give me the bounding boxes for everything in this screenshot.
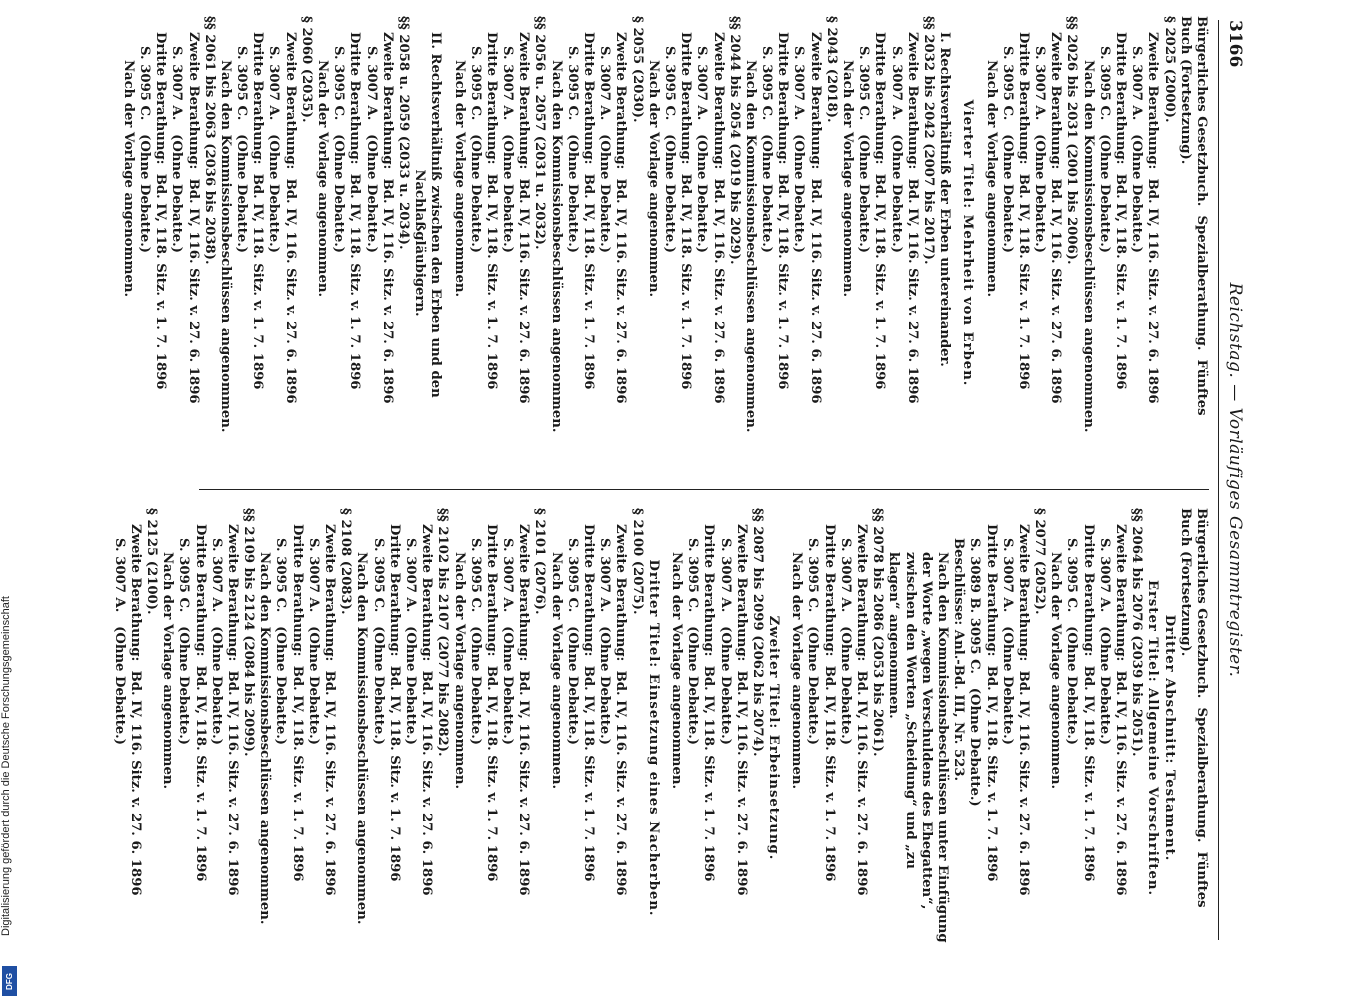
index-line <box>152 16 168 470</box>
index-line <box>788 508 804 968</box>
index-line <box>120 16 136 470</box>
index-line-text: Buch (Fortsetzung). <box>1177 16 1193 165</box>
index-line-text: Zweite Berathung: Bd. IV, 116. Sitz. v. 27. 6. 1896 <box>613 524 629 896</box>
index-line <box>305 508 321 968</box>
index-line <box>1177 16 1193 470</box>
index-line-text: S. 3007 A. (Ohne Debatte.) <box>363 46 379 254</box>
index-line-text: Nach der Vorlage angenommen. <box>160 552 176 790</box>
index-line <box>982 16 998 470</box>
index-line-text: S. 3007 A. (Ohne Debatte.) <box>717 538 733 746</box>
index-line-text: S. 3095 C. (Ohne Debatte.) <box>805 538 821 746</box>
index-line <box>450 16 466 470</box>
index-line <box>201 16 217 470</box>
index-line-text: Zweite Berathung: Bd. IV, 116. Sitz. v. 27. 6. 1896 <box>322 524 338 896</box>
index-line-text: S. 3007 A. (Ohne Debatte.) <box>1032 46 1048 254</box>
index-line-text: Nach der Vorlage angenommen. <box>548 552 564 790</box>
index-line-text: Dritte Berathung: Bd. IV, 118. Sitz. v. 1. 7. 1896 <box>153 32 169 390</box>
index-line-text: S. 3095 C. (Ohne Debatte.) <box>1096 46 1112 254</box>
index-line <box>256 508 272 968</box>
index-line-text: Nach der Vorlage angenommen. <box>840 60 856 298</box>
index-line <box>1160 508 1176 968</box>
index-line-text: S. 3007 A. (Ohne Debatte.) <box>169 46 185 254</box>
index-line-text: II. Rechtsverhältniß zwischen den Erben und den <box>428 32 444 398</box>
index-line-text: Dritte Berathung: Bd. IV, 118. Sitz. v. 1. 7. 1896 <box>386 524 402 882</box>
index-line <box>386 508 402 968</box>
index-line-text: Zweite Berathung: Bd. IV, 116. Sitz. v. 27. 6. 1896 <box>854 524 870 896</box>
index-line <box>483 16 499 470</box>
index-line-text: § 2108 (2083). <box>338 508 354 615</box>
index-line <box>499 16 515 470</box>
line-gap <box>975 16 982 470</box>
index-line <box>1015 508 1031 968</box>
index-line-text: Nach der Vorlage angenommen. <box>669 552 684 790</box>
digitization-credit-strip <box>0 0 30 970</box>
index-line <box>110 508 126 968</box>
index-line <box>700 508 716 968</box>
index-line <box>1031 16 1047 470</box>
index-line-text: Zweite Berathung: Bd. IV, 116. Sitz. v. 27. 6. 1896 <box>807 32 823 404</box>
dfg-logo <box>2 966 17 996</box>
index-line-text: Nach der Vorlage angenommen. <box>983 60 999 298</box>
index-line-text: Dritte Berathung: Bd. IV, 118. Sitz. v. 1. 7. 1896 <box>250 32 266 390</box>
index-line-text: §§ 2061 bis 2063 (2036 bis 2038). <box>201 16 217 265</box>
index-line-text: S. 3095 C. (Ohne Debatte.) <box>856 46 872 254</box>
index-line-text: §§ 2109 bis 2124 (2084 bis 2099). <box>241 508 257 757</box>
index-line <box>661 16 677 470</box>
right-column <box>12 508 1209 968</box>
index-line-text: S. 3007 A. (Ohne Debatte.) <box>999 538 1015 746</box>
index-line <box>1193 16 1209 470</box>
line-gap <box>661 508 668 968</box>
index-line <box>427 16 443 470</box>
index-line-text: Nachlaßgläubigern. <box>412 169 428 317</box>
index-line <box>885 508 901 968</box>
index-line-text: S. 3007 A. (Ohne Debatte.) <box>500 538 516 746</box>
index-line <box>837 508 853 968</box>
page-header <box>1218 20 1245 940</box>
index-line-text: Beschlüsse: Anl.-Bd. III, Nr. 523. <box>951 538 967 782</box>
index-line <box>612 16 628 470</box>
index-line <box>1080 16 1096 470</box>
index-line <box>395 16 411 470</box>
index-line-text: §§ 2044 bis 2054 (2019 bis 2029). <box>726 16 742 265</box>
index-line-text: Nach der Vorlage angenommen. <box>451 552 467 790</box>
index-line-text: Nach der Vorlage angenommen. <box>1048 552 1064 790</box>
index-line-text: Nach den Kommissionsbeschlüssen angenommen. <box>217 60 233 433</box>
index-line <box>175 508 191 968</box>
index-line <box>1080 508 1096 968</box>
index-line <box>871 16 887 470</box>
index-line <box>467 16 483 470</box>
index-line-text: Zweite Berathung: Bd. IV, 116. Sitz. v. 27. 6. 1896 <box>1145 32 1161 404</box>
index-line-text: Erster Titel: Allgemeine Vorschriften. <box>1145 579 1161 897</box>
index-line-text: S. 3007 A. (Ohne Debatte.) <box>597 538 613 746</box>
page-number: 3166 <box>1225 20 1245 68</box>
index-line <box>853 508 869 968</box>
index-line <box>314 16 330 470</box>
index-line-text: Dritte Berathung: Bd. IV, 118. Sitz. v. 1. 7. 1896 <box>581 32 597 390</box>
index-line <box>733 508 749 968</box>
index-line <box>936 16 952 470</box>
index-line <box>839 16 855 470</box>
index-line <box>887 16 903 470</box>
index-line-text: § 2055 (2030). <box>629 16 645 123</box>
index-line-text: S. 3095 C. (Ohne Debatte.) <box>685 538 701 746</box>
index-line <box>143 508 159 968</box>
index-line <box>515 16 531 470</box>
left-column <box>12 16 1209 470</box>
index-line-text: § 2125 (2100). <box>144 508 159 615</box>
index-line-text: zwischen den Worten „Scheidung“ und „zu <box>902 552 918 869</box>
index-line-text: § 2060 (2035). <box>298 16 314 123</box>
index-line-text: Zweite Berathung: Bd. IV, 116. Sitz. v. 27. 6. 1896 <box>1048 32 1064 404</box>
index-line-text: Buch (Fortsetzung). <box>1177 508 1193 657</box>
index-line <box>1063 508 1079 968</box>
index-line <box>901 508 917 968</box>
index-line <box>1047 508 1063 968</box>
index-line-text: Nach den Kommissionsbeschlüssen unter Einfügung <box>935 552 950 943</box>
index-line <box>1063 16 1079 470</box>
index-line <box>758 16 774 470</box>
index-line <box>564 508 580 968</box>
index-line-text: klagen“ angenommen. <box>886 552 902 719</box>
index-line-text: Nach den Kommissionsbeschlüssen angenommen. <box>257 552 273 925</box>
index-line <box>999 16 1015 470</box>
index-line <box>596 508 612 968</box>
index-line-text: Zweite Berathung: Bd. IV, 116. Sitz. v. 27. 6. 1896 <box>516 32 532 404</box>
index-line <box>483 508 499 968</box>
index-line <box>224 508 240 968</box>
index-line-text: Dritter Titel: Einsetzung eines Nacherben. <box>645 559 661 917</box>
index-line <box>1047 16 1063 470</box>
index-line-text: Zweite Berathung: Bd. IV, 116. Sitz. v. 27. 6. 1896 <box>733 524 749 896</box>
index-line <box>904 16 920 470</box>
index-line <box>1144 16 1160 470</box>
index-line <box>362 16 378 470</box>
index-line <box>282 16 298 470</box>
index-line-text: Dritte Berathung: Bd. IV, 118. Sitz. v. 1. 7. 1896 <box>701 524 717 882</box>
dfg-logo-text: DFG <box>5 972 15 990</box>
index-line <box>531 508 547 968</box>
index-line-text: Dritte Berathung: Bd. IV, 118. Sitz. v. 1. 7. 1896 <box>821 524 837 882</box>
index-line-text: S. 3095 C. (Ohne Debatte.) <box>999 46 1015 254</box>
index-line <box>298 16 314 470</box>
index-line <box>959 16 975 470</box>
index-line <box>548 16 564 470</box>
index-line <box>999 508 1015 968</box>
index-line-text: Dritte Berathung: Bd. IV, 118. Sitz. v. 1. 7. 1896 <box>1015 32 1031 390</box>
index-line <box>1193 508 1209 968</box>
index-line-text: Nach den Kommissionsbeschlüssen angenommen. <box>742 60 758 433</box>
index-line <box>515 508 531 968</box>
index-line-text: S. 3095 C. (Ohne Debatte.) <box>176 538 192 746</box>
index-line <box>612 508 628 968</box>
index-line <box>918 508 934 968</box>
index-line-text: Dritte Berathung: Bd. IV, 118. Sitz. v. 1. 7. 1896 <box>347 32 363 390</box>
index-line-text: Nach der Vorlage angenommen. <box>789 552 805 790</box>
index-line-text: Dritte Berathung: Bd. IV, 118. Sitz. v. 1. 7. 1896 <box>581 524 597 882</box>
index-line-text: § 2100 (2075). <box>629 508 645 615</box>
index-line <box>418 508 434 968</box>
index-line-text: S. 3007 A. (Ohne Debatte.) <box>1096 538 1112 746</box>
index-line <box>191 508 207 968</box>
index-line <box>450 508 466 968</box>
index-line <box>564 16 580 470</box>
index-line <box>233 16 249 470</box>
index-line-text: S. 3095 C. (Ohne Debatte.) <box>331 46 347 254</box>
index-line <box>645 508 661 968</box>
index-line <box>499 508 515 968</box>
index-line-text: S. 3089 B. 3095 C. (Ohne Debatte.) <box>967 538 983 807</box>
index-line-text: Dritte Berathung: Bd. IV, 118. Sitz. v. 1. 7. 1896 <box>872 32 888 390</box>
index-line <box>159 508 175 968</box>
index-line-text: Dritte Berathung: Bd. IV, 118. Sitz. v. 1. 7. 1896 <box>775 32 791 390</box>
index-line <box>330 16 346 470</box>
index-line <box>684 508 700 968</box>
index-line-text: Dritter Abschnitt: Testament. <box>1161 614 1177 862</box>
index-line <box>321 508 337 968</box>
index-line-text: I. Rechtsverhältniß der Erben untereinander. <box>937 32 953 367</box>
index-line <box>628 508 644 968</box>
index-line-text: Dritte Berathung: Bd. IV, 118. Sitz. v. 1. 7. 1896 <box>1113 32 1129 390</box>
index-line-text: S. 3007 A. (Ohne Debatte.) <box>266 46 282 254</box>
index-line <box>136 16 152 470</box>
index-line-text: Zweite Berathung: Bd. IV, 116. Sitz. v. 27. 6. 1896 <box>710 32 726 404</box>
index-line <box>855 16 871 470</box>
index-line <box>127 508 143 968</box>
index-line <box>821 508 837 968</box>
index-line-text: S. 3095 C. (Ohne Debatte.) <box>564 538 580 746</box>
index-line-text: Dritte Berathung: Bd. IV, 118. Sitz. v. 1. 7. 1896 <box>483 32 499 390</box>
index-line-text: §§ 2078 bis 2086 (2053 bis 2061). <box>870 508 886 757</box>
index-line <box>402 508 418 968</box>
index-line <box>272 508 288 968</box>
index-line-text: Dritte Berathung: Bd. IV, 118. Sitz. v. 1. 7. 1896 <box>192 524 208 882</box>
index-line <box>346 16 362 470</box>
index-line <box>208 508 224 968</box>
index-line-text: § 2077 (2052). <box>1032 508 1048 615</box>
index-line-text: S. 3007 A. (Ohne Debatte.) <box>597 46 613 254</box>
column-divider <box>199 489 1209 490</box>
index-line <box>337 508 353 968</box>
index-line-text: Zweite Berathung: Bd. IV, 116. Sitz. v. 27. 6. 1896 <box>185 32 201 404</box>
index-line-text: Nach den Kommissionsbeschlüssen angenommen. <box>548 60 564 433</box>
index-line-text: Zweite Berathung: Bd. IV, 116. Sitz. v. 27. 6. 1896 <box>224 524 240 896</box>
index-line-text: S. 3095 C. (Ohne Debatte.) <box>564 46 580 254</box>
index-line-text: S. 3095 C. (Ohne Debatte.) <box>234 46 250 254</box>
index-line-text: Zweite Berathung: Bd. IV, 116. Sitz. v. 27. 6. 1896 <box>419 524 435 896</box>
index-line <box>677 16 693 470</box>
index-line <box>548 508 564 968</box>
index-line <box>1031 508 1047 968</box>
line-gap <box>443 16 450 470</box>
index-line <box>1160 16 1176 470</box>
index-line-text: Zweite Berathung: Bd. IV, 116. Sitz. v. 27. 6. 1896 <box>613 32 629 404</box>
index-line-text: §§ 2032 bis 2042 (2007 bis 2017). <box>921 16 936 265</box>
index-line <box>726 16 742 470</box>
index-line-text: §§ 2064 bis 2076 (2039 bis 2051). <box>1129 508 1145 757</box>
index-line-text: S. 3007 A. (Ohne Debatte.) <box>208 538 224 746</box>
index-line-text: Bürgerliches Gesetzbuch. Spezialberathung. Fünftes <box>1194 508 1209 908</box>
index-line <box>379 16 395 470</box>
index-line <box>749 508 765 968</box>
index-line <box>934 508 950 968</box>
index-line-text: Zweiter Titel: Erbeinsetzung. <box>766 615 782 861</box>
index-line-text: Dritte Berathung: Bd. IV, 118. Sitz. v. 1. 7. 1896 <box>1080 524 1096 882</box>
index-line-text: § 2025 (2000). <box>1161 16 1177 123</box>
index-line-text: §§ 2026 bis 2031 (2001 bis 2006). <box>1064 16 1080 265</box>
index-line <box>645 16 661 470</box>
index-line-text: Zweite Berathung: Bd. IV, 116. Sitz. v. 27. 6. 1896 <box>904 32 920 404</box>
index-line-text: Zweite Berathung: Bd. IV, 116. Sitz. v. 27. 6. 1896 <box>1113 524 1129 896</box>
index-line <box>1096 508 1112 968</box>
index-line <box>742 16 758 470</box>
index-line-text: Dritte Berathung: Bd. IV, 118. Sitz. v. 1. 7. 1896 <box>483 524 499 882</box>
index-line-text: Zweite Berathung: Bd. IV, 116. Sitz. v. 27. 6. 1896 <box>1015 524 1031 896</box>
index-line-text: Nach den Kommissionsbeschlüssen angenommen. <box>354 552 370 925</box>
index-line-text: Nach der Vorlage angenommen. <box>451 60 467 298</box>
index-line <box>774 16 790 470</box>
index-line <box>184 16 200 470</box>
index-line-text: Zweite Berathung: Bd. IV, 116. Sitz. v. 27. 6. 1896 <box>516 524 532 896</box>
index-line <box>823 16 839 470</box>
index-line <box>467 508 483 968</box>
index-line-text: § 2101 (2076). <box>532 508 548 615</box>
line-gap <box>781 508 788 968</box>
index-line-text: S. 3007 A. (Ohne Debatte.) <box>791 46 807 254</box>
digitization-credit: Digitalisierung gefördert durch die Deutsche Forschungsgemeinschaft <box>0 596 12 936</box>
index-line-text: S. 3007 A. (Ohne Debatte.) <box>500 46 516 254</box>
index-line <box>920 16 936 470</box>
index-line-text: S. 3007 A. (Ohne Debatte.) <box>111 538 127 746</box>
index-line-text: §§ 2056 u. 2057 (2031 u. 2032). <box>532 16 548 250</box>
index-line-text: Nach der Vorlage angenommen. <box>315 60 331 298</box>
index-line-text: S. 3095 C. (Ohne Debatte.) <box>662 46 677 254</box>
index-line <box>580 16 596 470</box>
index-line <box>596 16 612 470</box>
index-line-text: S. 3007 A. (Ohne Debatte.) <box>305 538 321 746</box>
index-line <box>369 508 385 968</box>
index-line <box>1112 16 1128 470</box>
index-line <box>709 16 725 470</box>
index-line <box>668 508 684 968</box>
index-line <box>869 508 885 968</box>
index-line <box>353 508 369 968</box>
index-line-text: S. 3007 A. (Ohne Debatte.) <box>888 46 904 254</box>
index-line-text: Zweite Berathung: Bd. IV, 116. Sitz. v. 27. 6. 1896 <box>127 524 143 896</box>
index-line-text: S. 3095 C. (Ohne Debatte.) <box>273 538 289 746</box>
index-line <box>411 16 427 470</box>
index-line <box>531 16 547 470</box>
index-line-text: S. 3095 C. (Ohne Debatte.) <box>759 46 775 254</box>
index-line-text: S. 3007 A. (Ohne Debatte.) <box>403 538 418 746</box>
index-line <box>950 508 966 968</box>
index-line <box>434 508 450 968</box>
index-line-text: Dritte Berathung: Bd. IV, 118. Sitz. v. 1. 7. 1896 <box>983 524 999 882</box>
running-title: Reichstag. — Vorläufiges Gesammtregister. <box>1225 282 1245 678</box>
index-line <box>1128 16 1144 470</box>
index-line-text: Zweite Berathung: Bd. IV, 116. Sitz. v. 27. 6. 1896 <box>379 32 395 404</box>
line-gap <box>952 16 959 470</box>
index-line <box>1144 508 1160 968</box>
index-line-text: Zweite Berathung: Bd. IV, 116. Sitz. v. 27. 6. 1896 <box>282 32 298 404</box>
index-line-text: S. 3007 A. (Ohne Debatte.) <box>837 538 853 746</box>
index-line-text: S. 3007 A. (Ohne Debatte.) <box>694 46 710 254</box>
index-line <box>804 508 820 968</box>
index-line-text: §§ 2087 bis 2099 (2062 bis 2074). <box>749 508 765 757</box>
index-line <box>1128 508 1144 968</box>
index-line-text: §§ 2102 bis 2107 (2077 bis 2082). <box>435 508 451 757</box>
index-line <box>168 16 184 470</box>
index-line-text: §§ 2058 u. 2059 (2033 u. 2034). <box>396 16 411 250</box>
index-line <box>217 16 233 470</box>
index-line-text: Nach der Vorlage angenommen. <box>120 60 136 298</box>
index-line <box>240 508 256 968</box>
index-line <box>1096 16 1112 470</box>
index-line <box>265 16 281 470</box>
index-line <box>966 508 982 968</box>
index-line <box>716 508 732 968</box>
index-line <box>580 508 596 968</box>
index-line-text: der Worte „wegen Verschuldens des Ehegatten“, <box>918 552 934 910</box>
index-line <box>982 508 998 968</box>
index-line-text: S. 3095 C. (Ohne Debatte.) <box>467 46 483 254</box>
index-line <box>765 508 781 968</box>
index-line-text: Vierter Titel: Mehrheit von Erben. <box>960 99 976 387</box>
index-line-text: Dritte Berathung: Bd. IV, 118. Sitz. v. 1. 7. 1896 <box>289 524 305 882</box>
index-line-text: S. 3095 C. (Ohne Debatte.) <box>137 46 152 254</box>
index-line <box>1112 508 1128 968</box>
index-line-text: S. 3095 C. (Ohne Debatte.) <box>1064 538 1080 746</box>
index-line-text: Bürgerliches Gesetzbuch. Spezialberathung. Fünftes <box>1194 16 1209 416</box>
index-line-text: Dritte Berathung: Bd. IV, 118. Sitz. v. 1. 7. 1896 <box>678 32 694 390</box>
index-line-text: Nach den Kommissionsbeschlüssen angenommen. <box>1080 60 1096 433</box>
index-line <box>693 16 709 470</box>
index-line-text: S. 3095 C. (Ohne Debatte.) <box>370 538 386 746</box>
index-line <box>790 16 806 470</box>
index-line <box>1177 508 1193 968</box>
index-line <box>249 16 265 470</box>
index-line <box>628 16 644 470</box>
index-line <box>1015 16 1031 470</box>
index-line-text: Nach der Vorlage angenommen. <box>645 60 661 298</box>
index-line <box>807 16 823 470</box>
index-line-text: S. 3007 A. (Ohne Debatte.) <box>1129 46 1145 254</box>
index-line-text: S. 3095 C. (Ohne Debatte.) <box>467 538 483 746</box>
index-line-text: § 2043 (2018). <box>823 16 839 123</box>
index-line <box>289 508 305 968</box>
